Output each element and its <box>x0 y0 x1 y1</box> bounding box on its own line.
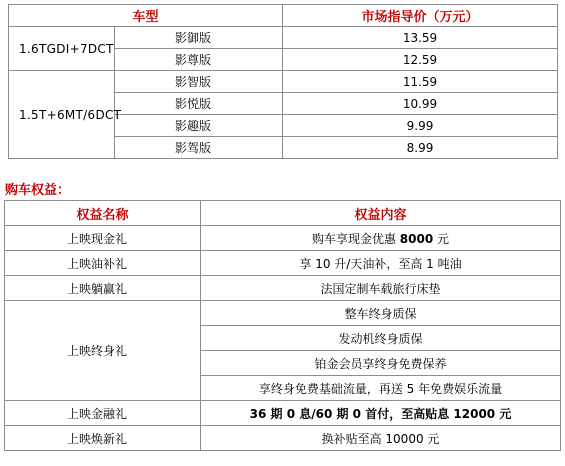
benefit-text-part: 12000 <box>453 406 496 421</box>
engine-cell: 1.5T+6MT/6DCT <box>9 71 115 159</box>
benefit-row <box>5 401 561 426</box>
benefit-text-part: 元 <box>495 406 512 421</box>
benefit-content-cell: 换补贴至高 10000 元 <box>201 426 561 451</box>
trim-cell: 影悦版 <box>115 93 283 115</box>
benefit-name-cell: 上映躺赢礼 <box>5 276 201 301</box>
benefit-content-cell <box>201 226 561 251</box>
benefit-content-cell <box>201 401 561 426</box>
benefit-content-cell: 享终身免费基础流量，再送 5 年免费娱乐流量 <box>201 376 561 401</box>
trim-cell: 影尊版 <box>115 49 283 71</box>
benefit-text-part: 元 <box>433 231 450 246</box>
benefit-row <box>5 276 561 301</box>
price-row <box>9 27 558 49</box>
benefit-content-header: 权益内容 <box>201 201 561 226</box>
price-table <box>8 4 558 159</box>
engine-cell: 1.6TGDI+7DCT <box>9 27 115 71</box>
price-cell: 12.59 <box>283 49 558 71</box>
benefit-content-cell: 发动机终身质保 <box>201 326 561 351</box>
benefit-row <box>5 301 561 326</box>
price-table-header-row <box>9 5 558 27</box>
benefit-content-cell: 法国定制车载旅行床垫 <box>201 276 561 301</box>
benefit-text-part: 8000 <box>399 231 434 246</box>
benefit-row <box>5 426 561 451</box>
benefit-name-cell: 上映现金礼 <box>5 226 201 251</box>
trim-cell: 影趣版 <box>115 115 283 137</box>
benefit-content-cell: 整车终身质保 <box>201 301 561 326</box>
benefit-content-cell: 铂金会员享终身免费保养 <box>201 351 561 376</box>
price-row <box>9 71 558 93</box>
price-header: 市场指导价（万元） <box>283 5 558 27</box>
trim-cell: 影智版 <box>115 71 283 93</box>
price-cell: 10.99 <box>283 93 558 115</box>
benefit-name-cell: 上映金融礼 <box>5 401 201 426</box>
benefit-row <box>5 226 561 251</box>
price-cell: 13.59 <box>283 27 558 49</box>
benefit-name-header: 权益名称 <box>5 201 201 226</box>
benefit-content-cell: 享 10 升/天油补，至高 1 吨油 <box>201 251 561 276</box>
benefit-name-cell: 上映油补礼 <box>5 251 201 276</box>
benefit-name-cell: 上映焕新礼 <box>5 426 201 451</box>
benefit-text-part: 36 期 0 息/60 期 0 首付，至高贴息 <box>249 406 454 421</box>
benefit-name-cell: 上映终身礼 <box>5 301 201 401</box>
model-header: 车型 <box>9 5 283 27</box>
price-cell: 11.59 <box>283 71 558 93</box>
trim-cell: 影驾版 <box>115 137 283 159</box>
price-cell: 9.99 <box>283 115 558 137</box>
trim-cell: 影御版 <box>115 27 283 49</box>
benefit-row <box>5 251 561 276</box>
price-cell: 8.99 <box>283 137 558 159</box>
benefit-table <box>4 200 561 451</box>
benefits-heading: 购车权益： <box>5 183 71 198</box>
benefit-table-header-row <box>5 201 561 226</box>
benefit-text-part: 购车享现金优惠 <box>311 231 400 246</box>
